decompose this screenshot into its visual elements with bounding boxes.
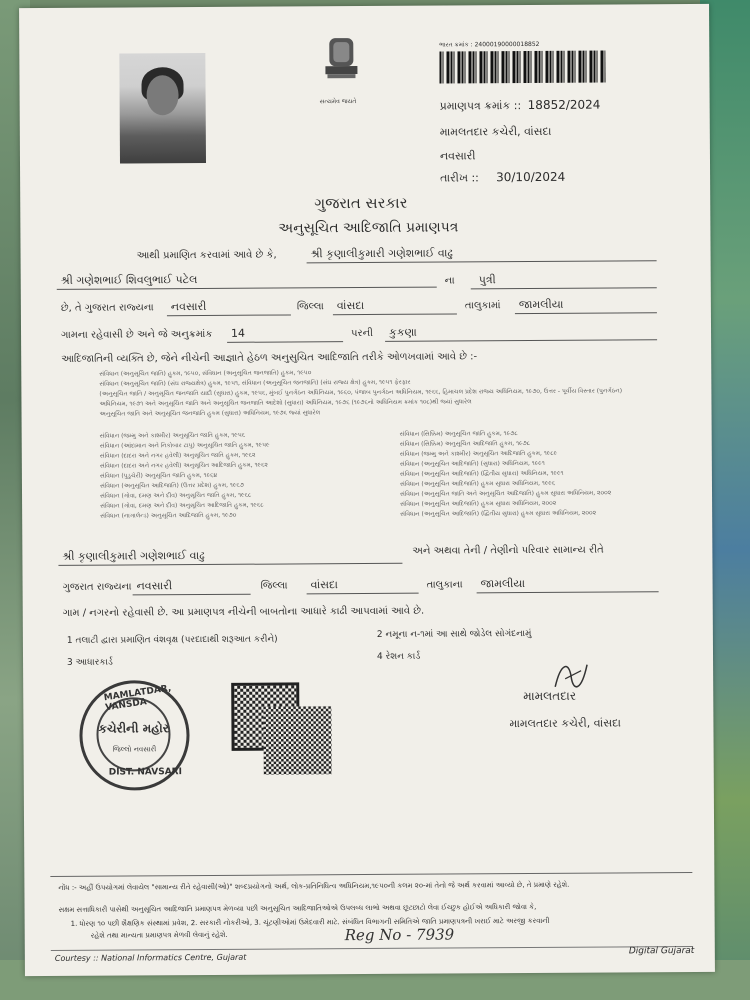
certificate-number: 18852/2024 bbox=[527, 97, 601, 113]
brand-text: Digital Gujarat bbox=[628, 946, 695, 957]
basis-item-4: 4 રેશન કાર્ડ bbox=[376, 651, 421, 662]
serial-number: 14 bbox=[231, 326, 246, 340]
qr-code-body bbox=[263, 706, 331, 774]
order-item: સંવિધાન (ગોવા, દમણ અને દીવ) અનુસૂચિત જાતિ હુકમ, ૧૯૬૮ bbox=[100, 491, 252, 500]
order-item: સંવિધાન (ગોવા, દમણ અને દીવ) અનુસૂચિત આદિજાતિ હુકમ, ૧૯૬૮ bbox=[100, 501, 264, 510]
signatory-title: મામલતદાર bbox=[523, 688, 577, 704]
date-label: તારીખ :: bbox=[440, 171, 479, 185]
basis-item-1: 1 તલાટી દ્વારા પ્રમાણિત વંશવૃક્ષ (પરદાદાથી શરૂઆત કરીને) bbox=[66, 634, 278, 646]
orders-left-list bbox=[100, 431, 270, 522]
certify-label: આથી પ્રમાણિત કરવામાં આવે છે કે, bbox=[136, 249, 277, 262]
footer-line-4: રહેશે તથા માન્યતા પ્રમાણપત્ર મેળવી લેવાનું રહેશે. bbox=[90, 930, 228, 940]
emblem-motto: સત્યમેવ જયતે bbox=[319, 98, 357, 106]
state-prefix-2: ગુજરાત રાજ્યના bbox=[62, 581, 132, 593]
issue-date: 30/10/2024 bbox=[496, 169, 566, 185]
order-item: (અનુસૂચિત જાતિ / અનુસૂચિત જનજાતિ યાદી (સુધારા) હુકમ, ૧૯૫૬, મુંબઈ પુનર્ગઠન અધિનિયમ, ૧૯૬૦, પંજાબ પુનર્ગઠન અધિનિયમ, ૧૯૬૬, હિમાચલ પ્રદેશ રાજ્ય અધિનિયમ, ૧૯૭૦, ઉત્તર - પૂર્વીય વિસ્તાર (પુનર્ગઠન) bbox=[99, 387, 623, 398]
residence-prefix: ગામના રહેવાસી છે અને જે અનુક્રમાંક bbox=[61, 328, 213, 341]
order-item: સંવિધાન (સિક્કિમ) અનુસૂચિત જાતિ હુકમ, ૧૯૭૮ bbox=[399, 430, 518, 438]
order-item: સંવિધાન (અનુસૂચિત આદિજાતિ) (ઉત્તર પ્રદેશ) હુકમ, ૧૯૬૭ bbox=[99, 481, 244, 490]
basis-item-3: 3 આધારકાર્ડ bbox=[67, 657, 113, 668]
resident-name: શ્રી કૃણાલીકુમારી ગણેશભાઈ વાઢુ bbox=[62, 548, 205, 563]
district-label: જિલ્લા bbox=[296, 301, 324, 313]
caste-value: કુકણા bbox=[388, 325, 417, 339]
barcode-number: ભારત ક્રમાંક : 24000190000018852 bbox=[439, 40, 540, 49]
footer-note: નોંધ :- અહીં ઉપયોગમાં લેવાયેલ "સામાન્ય રીતે રહેવાસી(ઓ)" શબ્દપ્રયોગનો અર્થ, લોક-પ્રતિનિધિત્વ અધિનિયમ,૧૯૫૦ની કલમ ૨૦-માં તેનો જે અર્થ કરવામાં આવ્યો છે, તે પ્રમાણે રહેશે. bbox=[58, 880, 570, 892]
resident-suffix: અને અથવા તેની / તેણીનો પરિવાર સામાન્ય રીતે bbox=[412, 544, 604, 557]
father-name: શ્રી ગણેશભાઈ શિવલુભાઈ પટેલ bbox=[60, 273, 198, 287]
taluka-label-2: તાલુકાના bbox=[426, 579, 463, 591]
courtesy-text: Courtesy :: National Informatics Centre, Gujarat bbox=[54, 952, 247, 963]
taluka-label: તાલુકામાં bbox=[464, 300, 501, 312]
taluka-value-2: વાંસદા bbox=[310, 578, 338, 592]
order-item: સંવિધાન (જમ્મુ અને કાશ્મીર) અનુસૂચિત આદિજાતિ હુકમ, ૧૯૮૯ bbox=[399, 449, 558, 458]
order-item: સંવિધાન (અનુસૂચિત જાતિ) હુકમ, ૧૯૫૦, સંવિધાન (અનુસૂચિત જનજાતિ) હુકમ, ૧૯૫૦ bbox=[99, 369, 312, 378]
village-value: જામલીયા bbox=[518, 297, 564, 312]
order-item: સંવિધાન (આંદામાન અને નિકોબાર ટાપુ) અનુસૂચિત જાતિ હુકમ, ૧૯૫૯ bbox=[99, 441, 270, 450]
issuing-district: નવસારી bbox=[439, 149, 476, 163]
taluka-value: વાંસદા bbox=[336, 299, 365, 313]
order-item: સંવિધાન (અનુસૂચિત આદિજાતિ) (દ્વિતીય સુધારા) અધિનિયમ, ૧૯૯૧ bbox=[399, 469, 564, 478]
government-title: ગુજરાત સરકાર bbox=[314, 193, 408, 213]
district-value: નવસારી bbox=[170, 299, 207, 314]
orders-intro: આદિજાતિની વ્યક્તિ છે, જેને નીચેની આજ્ઞાતે હેઠળ અનુસુચિત આદિજાતિ તરીકે ઓળખવામાં આવે છે :- bbox=[61, 351, 478, 365]
order-item: અધિનિયમ, ૧૯૭૧ અને અનુસૂચિત જાતિ અને અનુસૂચિત જનજાતિ આદેશો (સુધારા) અધિનિયમ, ૧૯૭૬ (૧૯૭૬નો અધિનિયમ ક્રમાંક ૧૦૮)થી જ્યાં સુધારેલ bbox=[99, 398, 472, 408]
caste-label: પરની bbox=[351, 327, 374, 340]
seal-middle-text-2: જિલ્લો નવસારી bbox=[112, 745, 157, 754]
state-prefix: છે, તે ગુજરાત રાજ્યના bbox=[60, 302, 154, 314]
office-seal bbox=[79, 680, 190, 791]
national-emblem-icon bbox=[319, 34, 363, 96]
order-item: સંવિધાન (જમ્મુ અને કાશ્મીર) અનુસૂચિત જાતિ હુકમ, ૧૯૫૬ bbox=[99, 431, 246, 440]
order-item: સંવિધાન (સિક્કિમ) અનુસૂચિત આદિજાતિ હુકમ, ૧૯૭૮ bbox=[399, 440, 531, 448]
order-item: સંવિધાન (પુડુચેરી) અનુસૂચિત જાતિ હુકમ, ૧૯૬૪ bbox=[99, 471, 218, 480]
village-value-2: જામલીયા bbox=[480, 577, 526, 591]
basis-item-2: 2 નમૂના ન-૧માં આ સાથે જોડેલ સોગંદનામું bbox=[376, 628, 532, 640]
order-item: અનુસૂચિત જાતિ અને અનુસૂચિત જનજાતિ હુકમ (સુધારા) અધિનિયમ, ૧૯૭૬ જ્યાં સુધારેલ bbox=[99, 409, 321, 418]
basis-intro: ગામ / નગરનો રહેવાસી છે. આ પ્રમાણપત્ર નીચેની બાબતોના આધારે કાઢી આપવામાં આવે છે. bbox=[62, 605, 425, 619]
relation-label: ના bbox=[444, 275, 455, 287]
orders-top-list bbox=[99, 366, 622, 419]
barcode bbox=[439, 51, 605, 84]
handwritten-reg-no: Reg No - 7939 bbox=[344, 925, 455, 945]
order-item: સંવિધાન (નાગાલેન્ડ) અનુસૂચિત આદિજાતિ હુકમ, ૧૯૭૦ bbox=[100, 511, 237, 520]
seal-bottom-text: DIST. NAVSARI bbox=[108, 767, 182, 778]
certificate-number-label: પ્રમાણપત્ર ક્રમાંક :: bbox=[439, 99, 522, 113]
relation-value: પુત્રી bbox=[478, 273, 496, 287]
issuing-office: મામલતદાર કચેરી, વાંસદા bbox=[439, 124, 552, 139]
footer-line-3: 1. ધોરણ ૧૦ પછી શૈક્ષણિક સંસ્થામાં પ્રવેશ, 2. સરકારી નોકરીઓ, 3. ચૂંટણીઓમાં ઉમેદવારી માટે. સંબંધિત વિભાગની સમિતિએ જાતિ પ્રમાણપત્રની ખરાઈ માટે અરજી કરવાની bbox=[70, 916, 550, 928]
applicant-name: શ્રી કૃણાલીકુમારી ગણેશભાઈ વાઢુ bbox=[310, 246, 453, 261]
orders-right-list bbox=[400, 429, 612, 520]
seal-middle-text: કચેરીની મહોર bbox=[98, 721, 169, 736]
certificate-paper bbox=[19, 4, 715, 976]
order-item: સંવિધાન (દાદરા અને નગર હવેલી) અનુસૂચિત આદિજાતિ હુકમ, ૧૯૬૨ bbox=[99, 461, 268, 470]
signatory-office: મામલતદાર કચેરી, વાંસદા bbox=[509, 716, 622, 731]
order-item: સંવિધાન (દાદરા અને નગર હવેલી) અનુસૂચિત જાતિ હુકમ, ૧૯૬૨ bbox=[99, 451, 256, 460]
footer-line-2: સક્ષમ સત્તાધિકારી પાસેથી અનુસૂચિત આદિજાતિ પ્રમાણપત્ર મેળવ્યા પછી અનુસૂચિત આદિજાતિઓએ ઉપલબ્ધ લાભો અથવા છૂટછાટો લેવા ઈચ્છુક હોઈએ અધિકારી જોવા કે, bbox=[58, 902, 537, 914]
district-label-2: જિલ્લા bbox=[260, 580, 288, 592]
district-value-2: નવસારી bbox=[136, 579, 173, 593]
order-item: સંવિધાન (અનુસૂચિત જાતિ) (સંઘ રાજ્યક્ષેત્ર) હુકમ, ૧૯૫૧, સંવિધાન (અનુસૂચિત જનજાતિ) (સંઘ રાજ્ય ક્ષેત્ર) હુકમ, ૧૯૫૧ ફેરફાર bbox=[99, 378, 411, 388]
applicant-photo bbox=[119, 53, 206, 164]
order-item: સંવિધાન (અનુસૂચિત જાતિ અને અનુસૂચિત આદિજાતિ) હુકમ સુધારા અધિનિયમ, ૨૦૦૨ bbox=[400, 489, 612, 498]
order-item: સંવિધાન (અનુસૂચિત આદિજાતિ) (દ્વિતીય સુધારા) હુકમ સુધારા અધિનિયમ, ૨૦૦૨ bbox=[400, 509, 597, 518]
seal-top-text: MAMLATDAR, VANSDA bbox=[103, 683, 172, 714]
certificate-title: અનુસૂચિત આદિજાતિ પ્રમાણપત્ર bbox=[278, 219, 459, 237]
order-item: સંવિધાન (અનુસૂચિત આદિજાતિ) (સુધારા) અધિનિયમ, ૧૯૯૧ bbox=[399, 459, 545, 468]
order-item: સંવિધાન (અનુસૂચિત આદિજાતિ) હુકમ સુધારા અધિનિયમ, ૧૯૯૬ bbox=[399, 479, 556, 488]
order-item: સંવિધાન (અનુસૂચિત આદિજાતિ) હુકમ સુધારા અધિનિયમ, ૨૦૦૨ bbox=[400, 499, 557, 508]
